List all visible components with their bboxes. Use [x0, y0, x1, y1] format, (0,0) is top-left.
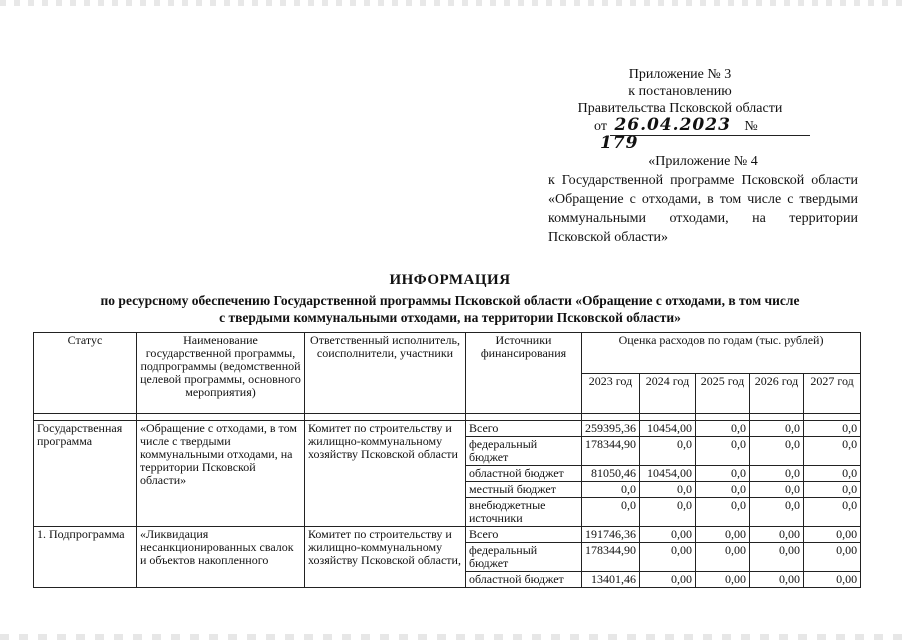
- header-gap-row: [34, 414, 861, 421]
- value-cell: 10454,00: [640, 466, 696, 482]
- value-cell: 0,0: [696, 421, 750, 437]
- header-name: Наименование государственной программы, подпрограммы (ведомственной целевой программы, основного мероприятия): [137, 333, 305, 414]
- document-subtitle: [40, 292, 860, 326]
- value-cell: 191746,36: [582, 527, 640, 543]
- source-cell: областной бюджет: [466, 572, 582, 588]
- appendix-4-title: «Приложение № 4: [648, 154, 758, 169]
- header-year-2027: 2027 год: [804, 373, 861, 414]
- header-row: [34, 333, 861, 374]
- document-title: ИНФОРМАЦИЯ: [389, 272, 511, 288]
- source-cell: внебюджетные источники: [466, 498, 582, 527]
- header-sources: Источники финансирования: [466, 333, 582, 414]
- document-subtitle-line-1: по ресурсному обеспечению Государственной программы Псковской области «Обращение с отходами, в том числе: [100, 293, 800, 308]
- value-cell: 0,00: [804, 527, 861, 543]
- value-cell: 0,0: [804, 466, 861, 482]
- appendix-4-text: к Государственной программе Псковской области «Обращение с отходами, в том числе с твердыми коммунальными отходами, на территории Псковской области»: [548, 173, 858, 245]
- handwritten-date: 26.04.2023: [614, 115, 731, 135]
- value-cell: 0,0: [750, 482, 804, 498]
- handwritten-number: 179: [600, 133, 639, 153]
- table-row: [34, 527, 861, 543]
- source-cell: федеральный бюджет: [466, 437, 582, 466]
- source-cell: Всего: [466, 527, 582, 543]
- header-year-2024: 2024 год: [640, 373, 696, 414]
- value-cell: 0,00: [804, 543, 861, 572]
- source-cell: областной бюджет: [466, 466, 582, 482]
- value-cell: 0,0: [696, 437, 750, 466]
- signature-underline: [610, 135, 810, 136]
- value-cell: 0,00: [640, 543, 696, 572]
- source-cell: Всего: [466, 421, 582, 437]
- appendix-4-header: [548, 152, 858, 247]
- program-name-cell: «Ликвидация несанкционированных свалок и объектов накопленного: [137, 527, 305, 588]
- value-cell: 0,00: [750, 527, 804, 543]
- value-cell: 178344,90: [582, 437, 640, 466]
- value-cell: 0,00: [750, 543, 804, 572]
- header-status: Статус: [34, 333, 137, 414]
- header-year-2023: 2023 год: [582, 373, 640, 414]
- appendix-3-header: [560, 66, 800, 153]
- source-cell: федеральный бюджет: [466, 543, 582, 572]
- value-cell: 0,0: [640, 437, 696, 466]
- scan-noise-top: [0, 0, 905, 6]
- value-cell: 0,0: [750, 421, 804, 437]
- number-sign: №: [744, 119, 758, 134]
- table-row: [34, 421, 861, 437]
- value-cell: 0,0: [804, 421, 861, 437]
- header-estimate: Оценка расходов по годам (тыс. рублей): [582, 333, 861, 374]
- source-cell: местный бюджет: [466, 482, 582, 498]
- value-cell: 0,0: [696, 482, 750, 498]
- value-cell: 0,00: [804, 572, 861, 588]
- value-cell: 178344,90: [582, 543, 640, 572]
- appendix-3-title: Приложение № 3: [628, 67, 732, 82]
- value-cell: 0,0: [750, 498, 804, 527]
- value-cell: 0,0: [696, 466, 750, 482]
- value-cell: 0,0: [750, 437, 804, 466]
- appendix-3-government: Правительства Псковской области: [577, 101, 783, 116]
- value-cell: 0,00: [696, 543, 750, 572]
- scan-noise-bottom: [0, 634, 905, 640]
- resource-table: [33, 332, 861, 588]
- value-cell: 10454,00: [640, 421, 696, 437]
- document-subtitle-line-2: с твердыми коммунальными отходами, на территории Псковской области»: [219, 310, 681, 325]
- header-year-2025: 2025 год: [696, 373, 750, 414]
- executor-cell: Комитет по строительству и жилищно-коммунальному хозяйству Псковской области,: [305, 527, 466, 588]
- value-cell: 0,0: [582, 498, 640, 527]
- value-cell: 0,0: [804, 482, 861, 498]
- header-year-2026: 2026 год: [750, 373, 804, 414]
- status-cell: Государственная программа: [34, 421, 137, 527]
- date-prefix: от: [594, 119, 607, 134]
- value-cell: 0,00: [640, 572, 696, 588]
- value-cell: 0,00: [750, 572, 804, 588]
- value-cell: 0,0: [750, 466, 804, 482]
- appendix-3-to-decree: к постановлению: [628, 84, 732, 99]
- value-cell: 0,0: [640, 498, 696, 527]
- header-executor: Ответственный исполнитель, соисполнители, участники: [305, 333, 466, 414]
- value-cell: 0,0: [696, 498, 750, 527]
- value-cell: 13401,46: [582, 572, 640, 588]
- value-cell: 0,0: [582, 482, 640, 498]
- value-cell: 81050,46: [582, 466, 640, 482]
- status-cell: 1. Подпрограмма: [34, 527, 137, 588]
- decree-date-number: [560, 115, 800, 153]
- value-cell: 0,00: [696, 527, 750, 543]
- program-name-cell: «Обращение с отходами, в том числе с твердыми коммунальными отходами, на территории Псковской области»: [137, 421, 305, 527]
- executor-cell: Комитет по строительству и жилищно-коммунальному хозяйству Псковской области: [305, 421, 466, 527]
- value-cell: 0,00: [640, 527, 696, 543]
- value-cell: 0,00: [696, 572, 750, 588]
- value-cell: 0,0: [804, 498, 861, 527]
- value-cell: 0,0: [804, 437, 861, 466]
- value-cell: 0,0: [640, 482, 696, 498]
- value-cell: 259395,36: [582, 421, 640, 437]
